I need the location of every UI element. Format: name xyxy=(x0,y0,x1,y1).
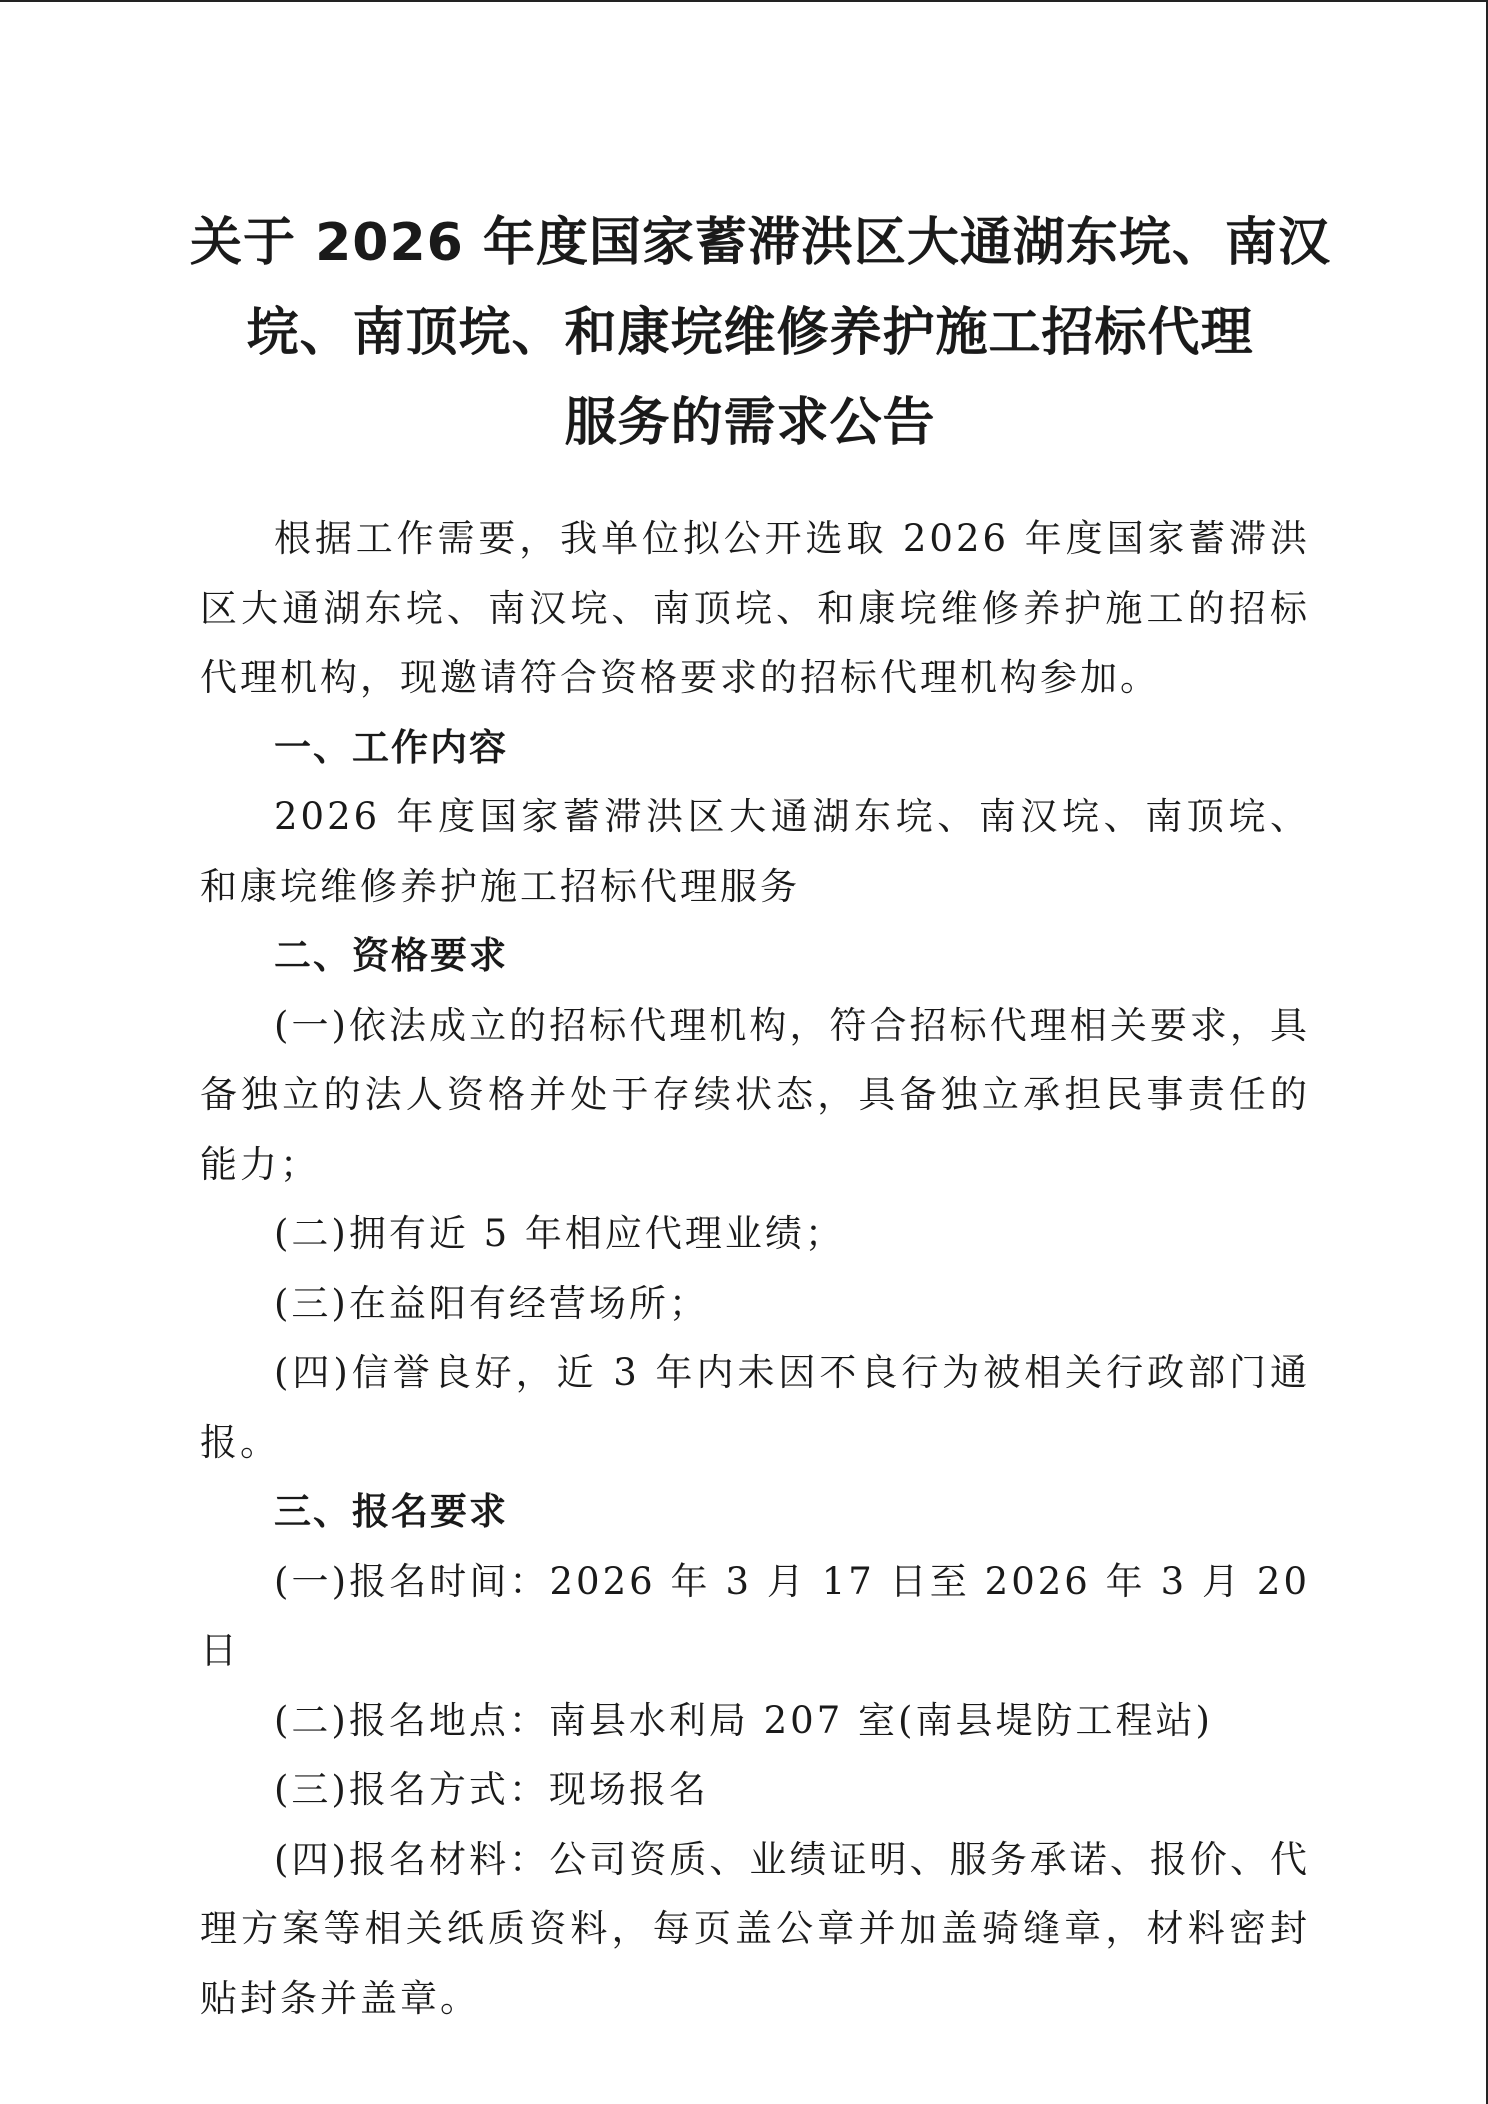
section-heading-qualifications: 二、资格要求 xyxy=(274,934,508,977)
qualification-item-1: (一)依法成立的招标代理机构，符合招标代理相关要求，具备独立的法人资格并处于存续状态，具备独立承担民事责任的能力； xyxy=(200,1003,1310,1186)
registration-item-method: (三)报名方式：现场报名 xyxy=(274,1768,709,1811)
title-line-2: 垸、南顶垸、和康垸维修养护施工招标代理 xyxy=(246,303,1254,363)
title-line-3: 服务的需求公告 xyxy=(564,393,936,453)
section-heading-work-content: 一、工作内容 xyxy=(274,725,508,769)
qualification-item-4: (四)信誉良好，近 3 年内未因不良行为被相关行政部门通报。 xyxy=(200,1351,1310,1464)
registration-item-materials: (四)报名材料：公司资质、业绩证明、服务承诺、报价、代理方案等相关纸质资料，每页盖公章并加盖骑缝章，材料密封贴封条并盖章。 xyxy=(200,1837,1310,2020)
title-line-1: 关于 2026 年度国家蓄滞洪区大通湖东垸、南汉 xyxy=(190,213,1331,273)
qualification-item-3: (三)在益阳有经营场所； xyxy=(274,1281,709,1325)
intro-paragraph: 根据工作需要，我单位拟公开选取 2026 年度国家蓄滞洪区大通湖东垸、南汉垸、南顶垸、和康垸维修养护施工的招标代理机构，现邀请符合资格要求的招标代理机构参加。 xyxy=(200,517,1310,699)
section-heading-registration: 三、报名要求 xyxy=(274,1490,508,1533)
registration-item-location: (二)报名地点：南县水利局 207 室(南县堤防工程站) xyxy=(274,1698,1213,1742)
work-content-text: 2026 年度国家蓄滞洪区大通湖东垸、南汉垸、南顶垸、和康垸维修养护施工招标代理服务 xyxy=(200,795,1310,908)
qualification-item-2: (二)拥有近 5 年相应代理业绩； xyxy=(274,1212,845,1255)
document-body xyxy=(200,504,1310,2033)
registration-item-time: (一)报名时间：2026 年 3 月 17 日至 2026 年 3 月 20 日 xyxy=(200,1559,1310,1672)
document-title xyxy=(190,198,1331,468)
